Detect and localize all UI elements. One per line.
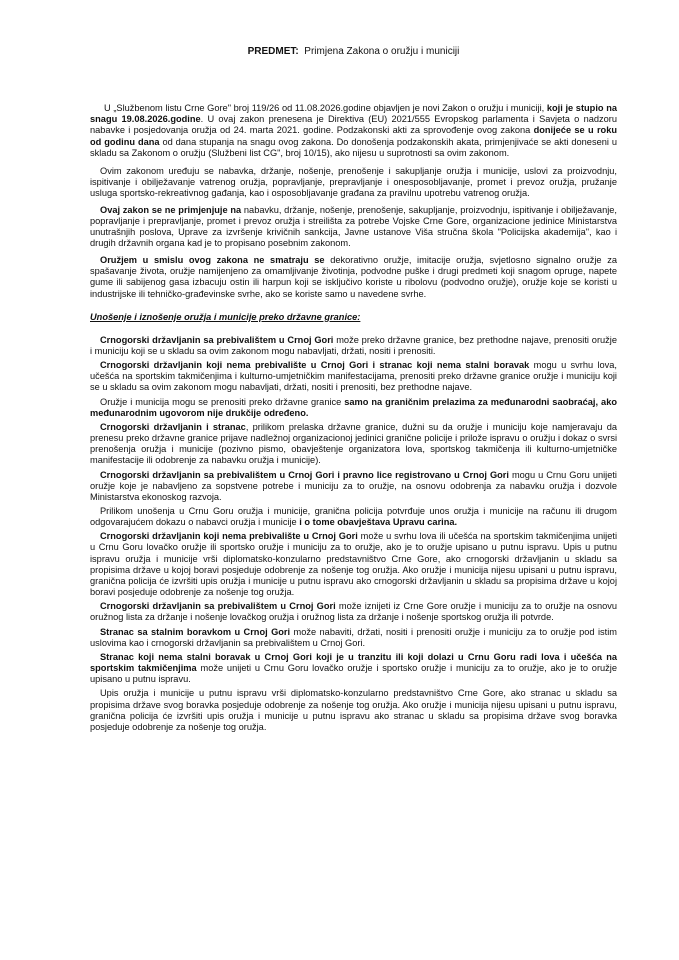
- paragraph-foreign-resident: [90, 627, 617, 649]
- bold-run: Crnogorski državljanin sa prebivalištem u Crnoj Gori i pravno lice registrovano u Crnoj Gori: [100, 469, 509, 480]
- paragraph-non-residents: [90, 360, 617, 393]
- text-run: može unijeti u Crnu Goru lovačko oružje i sportsko oružje i municiju za to oružje, ako je to oružje upisano u putnu ispravu.: [90, 663, 618, 685]
- paragraph-import-own-use: [90, 470, 617, 503]
- text-run: nabavku, držanje, nošenje, prenošenje, sakupljanje, proizvodnju, ispitivanje i obilježavanje, popravljanje i prepravljanje, promet i prevoz oružja i streilišta za potrebe Vojske Crne Gore, organizacione jedinice Ministarstva unutrašnjih poslova, Uprave za izvršenje krivičnih sankcija, Javne ustanove Viša stručna škola "Policijska akademija", kao i drugih državnih organa kad je to propisano posebnim zakonom.: [90, 204, 617, 249]
- bold-run: Stranac sa stalnim boravkom u Crnoj Gori: [100, 626, 291, 637]
- bold-run: koji je stupio na snagu 19.08.2026.godine: [90, 103, 617, 125]
- paragraph-residents: [90, 335, 617, 357]
- text-run: može iznijeti iz Crne Gore oružje i municiju za to oružje na osnovu oružnog lista za držanje i nošenje lovačkog oružja i oružnog lista za držanje i nošenje sportskog oružja ili potvrde.: [90, 601, 617, 623]
- text-run: Upis oružja i municije u putnu ispravu vrši diplomatsko-konzularno predstavništvo Crne Gore, ako stranac u skladu sa propisima države svog boravka posjeduje odobrenje za nošenje tog oružja. Ako oružje i municija nijesu upisani u putnu ispravu, granična policija će izvršiti upis oružja i municije u putnu ispravu ako stranac u skladu sa propisima države svog boravka posjeduje odobrenje za nošenje tog oružja.: [90, 688, 617, 732]
- text-run: mogu u Crnu Goru unijeti oružje koje je nabavljeno za sopstvene potrebe i municiju za to oružje, na osnovu odobrenja za nabavku oružja i dozvole Ministarstva ekonoskog razvoja.: [90, 469, 617, 502]
- text-run: može u svrhu lova ili učešća na sportskim takmičenjima unijeti u Crnu Goru lovačko oružje ili sportsko oružje i municiju za to oružje, ako je to oružje upisano u putnu ispravu. Upis u putnu ispravu oružja i municije vrši diplomatsko-konzularno predstavništvo Crne Gore, ako crnogorski državljanin u skladu sa propisima države u kojoj boravi posjeduje odobrenje za nošenje tog oružja. Ako oružje i municija nijesu upisani u putnu ispravu, granična policija će izvršiti upis oružja i municije u putnu ispravu ako crnogorski državljanin u skladu sa propisima države u kojoj boravi posjeduje odobrenje za nošenje tog oružja.: [90, 531, 617, 598]
- bold-run: Crnogorski državljanin i stranac: [100, 421, 246, 432]
- text-run: . U ovaj zakon prenesena je Direktiva (EU) 2021/555 Evropskog parlamenta i Savjeta o nadzoru nabavke i posjedovanja oružja od 24. marta 2021. godine. Podzakonski akti za sprovođenje ovog zakona: [90, 114, 617, 136]
- paragraph-export: [90, 601, 617, 623]
- bold-run: Crnogorski državljanin koji nema prebivalište u Crnoj Gori: [100, 531, 358, 542]
- paragraph-foreign-transit: [90, 652, 617, 685]
- text-run: Ovim zakonom uređuju se nabavka, držanje, nošenje, prenošenje i sakupljanje oružja i municije, uslovi za proizvodnju, ispitivanje i obilježavanje vatrenog oružja, popravljanje, prepravljanje i onesposobljavanje, promet i prevoz oružja, pružanje usluga sportsko-rekreativnog gađanja, kao i osposobljavanje građana za pravilnu upotrebu vatrenog oružja.: [90, 165, 617, 199]
- paragraph-scope: [90, 166, 617, 199]
- document-subject: [90, 46, 617, 57]
- bold-run: Crnogorski državljanin sa prebivalištem u Crnoj Gori: [100, 334, 334, 345]
- paragraph-publication: [90, 103, 617, 159]
- paragraph-not-weapons: [90, 255, 617, 300]
- bold-run: Oružjem u smislu ovog zakona ne smatraju se: [100, 255, 325, 266]
- subject-text: Primjena Zakona o oružju i municiji: [304, 46, 460, 57]
- bold-run: i o tome obavještava Upravu carina.: [299, 517, 458, 528]
- text-run: Oružje i municija mogu se prenositi preko državne granice: [100, 396, 345, 407]
- text-run: dekorativno oružje, imitacije oružja, svjetlosno signalno oružje za spašavanje života, oružje namijenjeno za omamljivanje životinja, podvodne puške i drugi predmeti koji snagom opruge, napete gume ili sabijenog gasa izbacuju ostin ili harpun koji se isključivo koriste u ribolovu (podvodno oružje), oružje koje se koristi u industrijske ili tehničko-građevinske svrhe, ako se koriste samo u navedene svrhe.: [90, 255, 617, 299]
- text-run: , prilikom prelaska državne granice, dužni su da oružje i municiju koje namjeravaju da prenesu preko državne granice prijave nadležnoj organizacionoj jedinici granične policije i prilože ispravu o oružju i dokaz o svrsi prenošenja oružja i municije (pozivno pismo, obavještenje organizatora lova, sportskog takmičenja ili kulturno-umjetničke manifestacije ili odobrenje za nabavku oružja i municije).: [90, 421, 617, 466]
- section-heading: Unošenje i iznošenje oružja i municije preko državne granice:: [90, 311, 361, 322]
- paragraph-import-confirmation: [90, 506, 617, 528]
- text-run: Prilikom unošenja u Crnu Goru oružja i municije, granična policija potvrđuje unos oružja i municije na računu ili drugom odgovarajućem dokazu o nabavci oružja i municije: [90, 506, 617, 528]
- bold-run: samo na graničnim prelazima za međunarodni saobraćaj, ako međunarodnim ugovorom nije drukčije određeno.: [90, 396, 617, 418]
- paragraph-passport-entry: [90, 688, 617, 733]
- paragraph-exclusions: [90, 205, 617, 250]
- bold-run: donijeće se u roku od godinu dana: [90, 125, 617, 147]
- text-run: od dana stupanja na snagu ovog zakona. Do donošenja podzakonskih akata, primjenjivaće se akti doneseni u skladu sa Zakonom o oružju (Službeni list CG", broj 10/15), ako nijesu u suprotnosti sa ovim zakonom.: [90, 136, 617, 158]
- bold-run: Crnogorski državljanin koji nema prebivalište u Crnoj Gori i stranac koji nema stalni boravak: [100, 360, 530, 371]
- bold-run: Crnogorski državljanin sa prebivalištem u Crnoj Gori: [100, 601, 336, 612]
- text-run: može nabaviti, držati, nositi i prenositi oružje i municiju za to oružje pod istim uslovima kao i crnogorski državljanin sa prebivalištem u Crnoj Gori.: [90, 626, 617, 648]
- text-run: mogu u svrhu lova, učešća na sportskim takmičenjima i kulturno-umjetničkim manifestacijama, prenositi preko državne granice oružje i municiju koji se u skladu sa ovim zakonom mogu nabavljati, držati, nositi i prenositi, bez prethodne najave.: [90, 360, 617, 393]
- bold-run: Ovaj zakon se ne primjenjuje na: [100, 204, 242, 215]
- text-run: U „Službenom listu Crne Gore" broj 119/26 od 11.08.2026.godine objavljen je novi Zakon o oružju i municiji,: [104, 103, 547, 114]
- text-run: može preko državne granice, bez prethodne najave, prenositi oružje i municiju koji se u skladu sa ovim zakonom mogu nabavljati, držati, nositi i prenositi.: [90, 334, 617, 356]
- paragraph-border-crossings: [90, 397, 617, 419]
- paragraph-declaration: [90, 422, 617, 467]
- subject-label: PREDMET:: [247, 46, 299, 57]
- paragraph-non-resident-import: [90, 531, 617, 598]
- bold-run: Stranac koji nema stalni boravak u Crnoj Gori koji je u tranzitu ili koji dolazi u Crnu Goru radi lova i učešća na sportskim takmičenjima: [90, 651, 617, 674]
